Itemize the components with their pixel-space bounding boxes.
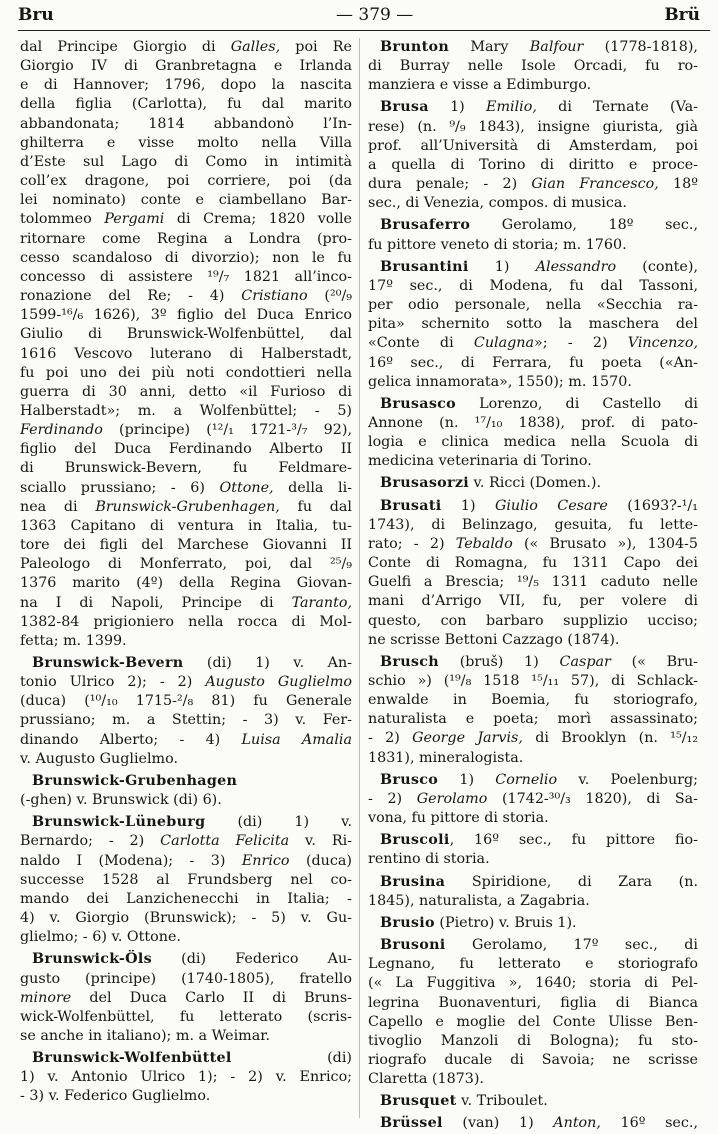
text-span: Balfour	[529, 39, 584, 55]
text-span: (Pietro) v. Bruis 1).	[434, 914, 577, 931]
headword: Brunswick-Grubenhagen	[32, 772, 238, 789]
text-line	[20, 172, 352, 191]
text-span: naldo I (Modena); - 3)	[20, 852, 242, 869]
text-span: Tebaldo	[455, 535, 513, 552]
headword: Brusquet	[380, 1093, 457, 1110]
text-line	[368, 156, 698, 175]
text-span: guerra di 30 anni, detto «il Furioso di	[20, 383, 352, 400]
text-span: «Conte di	[368, 335, 474, 352]
text-line	[20, 692, 352, 711]
text-span: Ferdinando	[20, 422, 103, 439]
text-line	[368, 194, 698, 213]
text-line	[368, 76, 698, 95]
text-span: ronazione del Re; - 4)	[20, 288, 242, 305]
text-span: v. Poelenburg;	[557, 771, 698, 788]
headword: Brunton	[380, 39, 450, 55]
text-line	[368, 277, 698, 296]
text-line	[368, 334, 698, 353]
text-line	[368, 994, 698, 1013]
text-span: Luisa Amalia	[241, 731, 352, 748]
text-line	[368, 296, 698, 315]
text-line	[20, 345, 352, 364]
text-line	[20, 421, 352, 440]
text-span: fu pittore veneto di storia; m. 1760.	[368, 236, 627, 253]
text-span: 1)	[438, 771, 496, 788]
text-line	[20, 38, 352, 57]
text-span: di Burray nelle Isole Orcadi, fu ro-	[368, 58, 698, 75]
text-span: 1831), mineralogista.	[368, 749, 524, 766]
text-span: - 2)	[368, 790, 417, 807]
text-span: successe 1528 al Frundsberg nel co-	[20, 871, 352, 888]
text-span: fetta; m. 1399.	[20, 632, 127, 649]
headword: Brusati	[380, 497, 442, 514]
text-line	[368, 631, 698, 650]
text-line	[20, 134, 352, 153]
text-span: Anton,	[553, 1115, 601, 1132]
headword: Brunswick-Wolfenbüttel	[32, 1050, 232, 1067]
text-span: Alessandro	[535, 258, 617, 275]
headword: Brusch	[380, 653, 439, 670]
text-line	[368, 315, 698, 334]
text-span: poi Re	[280, 39, 352, 55]
text-span: Enrico	[241, 852, 290, 869]
text-span: della figlia (Carlotta), fu dal marito	[20, 96, 352, 113]
text-line	[368, 474, 698, 493]
text-span: ghilterra e visse molto nella Villa	[20, 134, 352, 151]
text-span: (« Brusato »), 1304-5	[512, 535, 698, 552]
text-span: dinando Alberto; - 4)	[20, 731, 242, 748]
text-span: (²⁰/₉	[307, 288, 352, 305]
header-right-guideword: Brü	[664, 5, 700, 25]
text-span: Legnano, fu letterato e storiografo	[368, 956, 698, 973]
text-span: ritornare come Regina a Londra (pro-	[20, 230, 352, 247]
text-span: per odio personale, nella «Secchia ra-	[368, 297, 698, 314]
headword: Brusa	[380, 99, 429, 116]
text-span: prussiano; m. a Stettin; - 3) v. Fer-	[20, 712, 352, 729]
text-span: v. Augusto Guglielmo.	[20, 750, 179, 767]
text-span: fu poi uno dei più noti condottieri nella	[20, 364, 352, 381]
text-line	[368, 414, 698, 433]
headword: Brusaferro	[380, 217, 471, 234]
text-line	[368, 573, 698, 592]
text-span: Carlotta Felicita	[160, 833, 290, 850]
text-line	[20, 594, 352, 613]
text-span: 16º sec., di Ferrara, fu poeta («An-	[368, 354, 698, 371]
text-line	[20, 536, 352, 555]
text-span: (di) 1) v. An-	[183, 655, 352, 671]
headword: Brusantini	[380, 258, 469, 275]
text-span: schio ») (¹⁹/₈ 1518 ¹⁵/₁₁ 57), di Schlack-	[368, 673, 698, 689]
text-span: »; - 2)	[534, 335, 628, 352]
text-span: Mary	[449, 39, 530, 55]
text-line	[368, 1032, 698, 1051]
text-span: Bernardo; - 2)	[20, 833, 161, 850]
text-line	[20, 517, 352, 536]
text-line	[20, 711, 352, 730]
text-span: 1)	[428, 99, 487, 116]
text-line	[20, 750, 352, 769]
text-line	[368, 137, 698, 156]
text-span: Emilio,	[486, 99, 537, 116]
text-line	[368, 809, 698, 828]
text-span: Halberstadt»; m. a Wolfenbüttel; - 5)	[20, 402, 352, 419]
text-span: di Brooklyn (n. ¹⁵/₁₂	[522, 730, 698, 747]
text-span: minore	[20, 989, 72, 1006]
text-line	[20, 772, 352, 791]
headword: Brunswick-Lüneburg	[32, 814, 206, 831]
text-line	[368, 592, 698, 611]
text-span: wick-Wolfenbüttel, fu letterato (scris-	[20, 1008, 352, 1025]
text-line	[20, 574, 352, 593]
text-span: Lorenzo, di Castello di	[456, 395, 698, 412]
text-span: di Brunswick-Bevern, fu Feldmare-	[20, 460, 352, 477]
text-span: (duca) (¹⁰/₁₀ 1715-²/₈ 81) fu Generale	[20, 693, 352, 710]
text-span: 18º	[658, 176, 698, 193]
text-line	[20, 287, 352, 306]
text-span: Paleologo di Monferrato, poi, dal ²⁵/₉	[20, 556, 352, 573]
text-span: riografo ducale di Savoia; ne scrisse	[368, 1051, 698, 1068]
text-span: Culagna	[473, 335, 535, 352]
text-line	[20, 459, 352, 478]
text-span: logia e clinica medica nella Scuola di	[368, 434, 698, 451]
headword: Brusasorzi	[380, 475, 469, 492]
text-line	[20, 654, 352, 673]
text-line	[20, 813, 352, 832]
text-line	[20, 555, 352, 574]
text-line	[20, 1008, 352, 1027]
text-span: 1)	[468, 258, 536, 275]
text-line	[20, 1049, 352, 1068]
text-span: abbandonata; 1814 abbandonò l’In-	[20, 115, 352, 132]
text-span: 1845), naturalista, a Zagabria.	[368, 892, 590, 909]
text-span: di Ternate (Va-	[536, 99, 698, 116]
header-rule	[18, 30, 710, 31]
text-span: rese) (n. ⁹/₉ 1843), insigne giurista, già	[368, 118, 698, 135]
text-line	[368, 216, 698, 235]
text-line	[20, 383, 352, 402]
text-span: Augusto Guglielmo	[205, 674, 352, 691]
text-line	[368, 771, 698, 790]
text-span: Giorgio IV di Granbretagna e Irlanda	[20, 58, 352, 75]
text-line	[368, 1013, 698, 1032]
text-span: 1376 marito (4º) della Regina Giovan-	[20, 575, 352, 592]
text-span: George Jarvis,	[412, 730, 523, 747]
text-span: (1742-³⁰/₃ 1820), di Sa-	[487, 790, 698, 807]
text-line	[368, 516, 698, 535]
text-line	[20, 268, 352, 287]
text-line	[368, 955, 698, 974]
text-span: (principe) (¹²/₁ 1721-³/₇ 92),	[102, 422, 352, 439]
text-line	[368, 554, 698, 573]
text-span: tonio Ulrico 2); - 2)	[20, 674, 206, 691]
text-line	[368, 936, 698, 955]
text-line	[20, 1087, 352, 1106]
text-span: v. Ri-	[289, 833, 352, 850]
text-span: se anche in italiano); m. a Weimar.	[20, 1027, 271, 1044]
text-line	[20, 364, 352, 383]
text-span: Brunswick-Grubenhagen,	[95, 498, 280, 515]
text-line	[20, 673, 352, 692]
text-line	[368, 57, 698, 76]
page-number: — 379 —	[336, 5, 414, 25]
text-span: 4) v. Giorgio (Brunswick); - 5) v. Gu-	[20, 910, 352, 927]
text-line	[368, 653, 698, 672]
left-column	[20, 38, 352, 1107]
text-span: 1743), di Belinzago, gesuita, fu lette-	[368, 516, 698, 533]
text-span: 1) v. Antonio Ulrico 1); - 2) v. Enrico;	[20, 1069, 352, 1086]
text-line	[368, 38, 698, 57]
text-line	[368, 729, 698, 748]
text-line	[20, 479, 352, 498]
text-span: rentino di storia.	[368, 851, 490, 868]
text-line	[20, 402, 352, 421]
text-span: prof. all’Università di Amsterdam, poi	[368, 137, 698, 154]
text-line	[20, 852, 352, 871]
text-line	[20, 989, 352, 1008]
text-span: e di Hannover; 1796, dopo la nascita	[20, 77, 352, 94]
text-span: Galles,	[230, 39, 281, 55]
text-span: enwalde in Boemia, fu storiografo,	[368, 692, 698, 709]
text-line	[368, 691, 698, 710]
text-line	[20, 832, 352, 851]
text-line	[368, 1051, 698, 1070]
text-line	[20, 950, 352, 969]
text-line	[20, 191, 352, 210]
text-span: sec., di Venezia, compos. di musica.	[368, 195, 627, 212]
text-span: Caspar	[559, 653, 611, 670]
text-span: Cristiano	[241, 288, 308, 305]
text-span: gusto (principe) (1740-1805), fratello	[20, 970, 352, 987]
text-span: di Crema; 1820 volle	[164, 211, 352, 228]
text-span: (-ghen) v. Brunswick (di) 6).	[20, 792, 222, 809]
text-line	[368, 175, 698, 194]
text-line	[20, 970, 352, 989]
text-span: ne scrisse Bettoni Cazzago (1874).	[368, 631, 620, 648]
text-span: vona, fu pittore di storia.	[368, 810, 549, 827]
text-span: - 3) v. Federico Guglielmo.	[20, 1088, 211, 1105]
text-line	[368, 612, 698, 631]
text-span: Conte di Romagna, fu 1311 Capo dei	[368, 555, 698, 572]
text-line	[368, 672, 698, 691]
text-span: 1599-¹⁶/₆ 1626), 3º figlio del Duca Enrico	[20, 307, 352, 324]
text-span: (di)	[231, 1050, 352, 1067]
text-line	[20, 1068, 352, 1087]
text-span: Cornelio	[495, 771, 558, 788]
text-line	[20, 76, 352, 95]
text-line	[368, 710, 698, 729]
text-span: Pergami	[104, 211, 165, 228]
text-line	[368, 373, 698, 392]
text-span: (di) Federico Au-	[152, 951, 352, 968]
text-line	[20, 613, 352, 632]
text-span: d’Este sul Lago di Como in intimità	[20, 153, 352, 170]
text-line	[20, 230, 352, 249]
text-span: Guelfi a Brescia; ¹⁹/₅ 1311 caduto nelle	[368, 574, 698, 591]
text-span: tore dei figli del Marchese Giovanni II	[20, 537, 352, 554]
text-span: manziera e visse a Edimburgo.	[368, 77, 592, 94]
text-line	[20, 210, 352, 229]
text-span: rato; - 2)	[368, 535, 456, 552]
text-span: 16º sec.,	[600, 1115, 698, 1132]
text-span: mani d’Arrigo VII, fu, per volere di	[368, 593, 698, 610]
text-line	[368, 354, 698, 373]
text-span: cesso scandaloso di divorzio); non le fu	[20, 249, 352, 266]
text-line	[368, 118, 698, 137]
text-line	[20, 871, 352, 890]
text-span: (van) 1)	[442, 1115, 554, 1132]
text-span: Vincenzo,	[627, 335, 698, 352]
text-span: (di) 1) v.	[205, 814, 352, 831]
text-span: Gerolamo, 18º sec.,	[470, 217, 698, 234]
text-line	[20, 249, 352, 268]
text-line	[20, 890, 352, 909]
text-line	[368, 914, 698, 933]
text-span: Giulio di Brunswick-Wolfenbüttel, dal	[20, 326, 352, 343]
text-span: fu dal	[279, 498, 352, 515]
text-line	[20, 1027, 352, 1046]
text-line	[368, 790, 698, 809]
text-span: Spiridione, di Zara (n.	[445, 873, 698, 890]
text-span: questo, con barbaro supplizio ucciso;	[368, 612, 698, 629]
text-line	[20, 325, 352, 344]
text-span: na I di Napoli, Principe di	[20, 594, 292, 611]
text-span: 1382-84 prigioniero nella rocca di Mol-	[20, 613, 352, 630]
text-line	[368, 749, 698, 768]
text-line	[368, 892, 698, 911]
text-span: nea di	[20, 498, 96, 515]
text-span: Gerolamo	[416, 790, 488, 807]
text-span: della li-	[273, 479, 352, 496]
text-span: (« Bru-	[610, 653, 698, 670]
text-line	[20, 731, 352, 750]
header-left-guideword: Bru	[18, 5, 54, 25]
text-span: tivoglio Manzoli di Bologna); fu sto-	[368, 1032, 698, 1049]
text-line	[20, 306, 352, 325]
text-span: concesso di assistere ¹⁹/₇ 1821 all’inco-	[20, 268, 352, 285]
text-span: tolommeo	[20, 211, 105, 228]
text-line	[368, 974, 698, 993]
text-span: Taranto,	[291, 594, 352, 611]
text-line	[20, 909, 352, 928]
text-span: 1363 Capitano di ventura in Italia, tu-	[20, 517, 352, 534]
text-line	[368, 1092, 698, 1111]
text-span: (1693?-¹/₁	[607, 497, 698, 514]
headword: Brunswick-Öls	[32, 951, 152, 968]
headword: Brusina	[380, 873, 446, 890]
text-span: v. Ricci (Domen.).	[469, 475, 602, 492]
text-span: medicina veterinaria di Torino.	[368, 453, 592, 470]
text-span: dal Principe Giorgio di	[20, 39, 231, 55]
text-line	[368, 497, 698, 516]
headword: Brunswick-Bevern	[32, 655, 184, 671]
text-span: mando dei Lanzichenecchi in Italia; -	[20, 890, 352, 907]
text-line	[368, 98, 698, 117]
headword: Brusio	[380, 914, 435, 931]
text-line	[368, 873, 698, 892]
text-span: Capello e moglie del Conte Ulisse Ben-	[368, 1013, 698, 1030]
text-line	[20, 440, 352, 459]
text-line	[368, 850, 698, 869]
text-span: 1)	[441, 497, 495, 514]
text-span: a quella di Torino di diritto e proce-	[368, 156, 698, 173]
text-span: Gerolamo, 17º sec., di	[445, 937, 698, 954]
text-span: , 16º sec., fu pittore fio-	[449, 832, 698, 849]
text-span: 1616 Vescovo luterano di Halberstadt,	[20, 345, 352, 362]
text-span: del Duca Carlo II di Bruns-	[71, 989, 352, 1006]
text-span: dura penale; - 2)	[368, 176, 532, 193]
text-span: naturalista e poeta; morì assassinato;	[368, 711, 698, 728]
text-line	[368, 395, 698, 414]
text-span: v. Triboulet.	[456, 1093, 548, 1110]
headword: Brüssel	[380, 1115, 443, 1132]
column-divider	[359, 38, 360, 1118]
text-span: (bruš) 1)	[438, 653, 560, 670]
text-line	[368, 452, 698, 471]
text-line	[368, 1114, 698, 1133]
text-span: legrina Buonaventuri, figlia di Bianca	[368, 994, 698, 1011]
text-line	[20, 153, 352, 172]
text-line	[368, 433, 698, 452]
text-span: (1778-1818),	[583, 39, 698, 55]
text-span: Annone (n. ¹⁷/₁₀ 1838), prof. di pato-	[368, 414, 698, 431]
text-span: (duca)	[289, 852, 352, 869]
text-span: (« La Fuggitiva », 1640; storia di Pel-	[368, 975, 698, 992]
text-span: (conte),	[616, 258, 698, 275]
text-line	[20, 95, 352, 114]
text-span: Claretta (1873).	[368, 1071, 484, 1088]
text-line	[20, 632, 352, 651]
text-span: sciallo prussiano; - 6)	[20, 479, 220, 496]
text-span: gelica innamorata», 1550); m. 1570.	[368, 373, 632, 390]
text-line	[368, 831, 698, 850]
text-span: figlio del Duca Ferdinando Alberto II	[20, 441, 352, 458]
text-line	[20, 57, 352, 76]
text-line	[20, 115, 352, 134]
text-line	[368, 1070, 698, 1089]
text-span: 17º sec., di Modena, fu dal Tassoni,	[368, 277, 698, 294]
right-column	[368, 38, 698, 1134]
text-span: - 2)	[368, 730, 413, 747]
text-span: Ottone,	[219, 479, 274, 496]
text-line	[20, 791, 352, 810]
headword: Brusoni	[380, 937, 446, 954]
text-span: coll’ex dragone, poi corriere, poi (da	[20, 173, 352, 190]
headword: Bruscoli	[380, 832, 450, 849]
text-span: glielmo; - 6) v. Ottone.	[20, 929, 181, 946]
text-line	[20, 928, 352, 947]
headword: Brusco	[380, 771, 439, 788]
page-header	[18, 2, 710, 28]
text-span: lei nominato) conte e ciambellano Bar-	[20, 192, 352, 209]
text-span: Giulio Cesare	[494, 497, 608, 514]
text-line	[20, 498, 352, 517]
text-line	[368, 535, 698, 554]
text-line	[368, 236, 698, 255]
text-span: pita» schernito sotto la maschera del	[368, 316, 698, 333]
text-span: Gian Francesco,	[531, 176, 659, 193]
headword: Brusasco	[380, 395, 457, 412]
text-line	[368, 258, 698, 277]
